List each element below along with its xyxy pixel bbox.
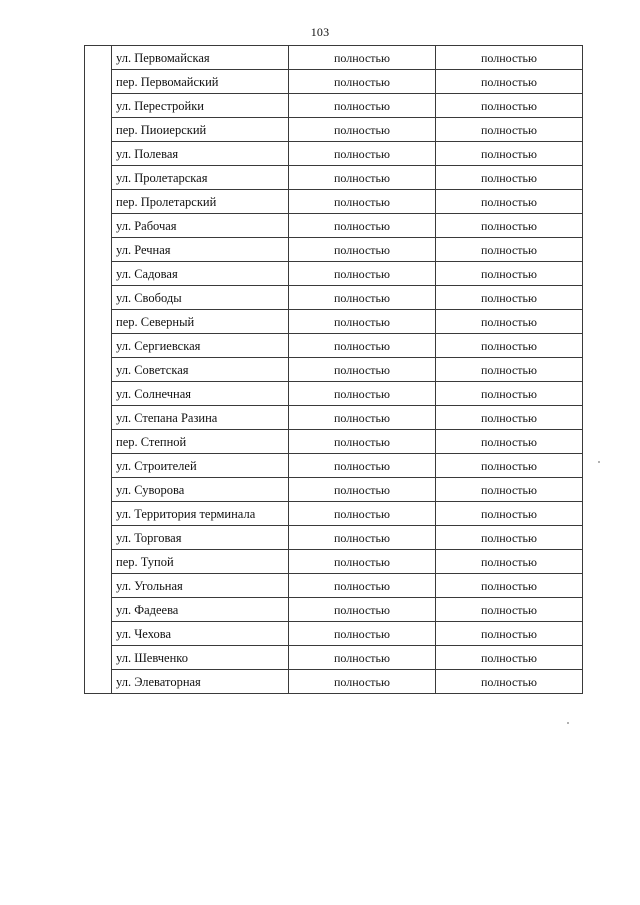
coverage-cell-b: полностью [436, 142, 583, 166]
coverage-cell-b: полностью [436, 502, 583, 526]
coverage-cell-a: полностью [289, 70, 436, 94]
coverage-cell-b: полностью [436, 646, 583, 670]
table-row [85, 94, 583, 118]
scan-speck [567, 722, 569, 724]
street-name-cell: пер. Степной [112, 430, 289, 454]
table-row [85, 550, 583, 574]
street-name-cell: пер. Пролетарский [112, 190, 289, 214]
table-row [85, 238, 583, 262]
coverage-cell-a: полностью [289, 382, 436, 406]
table-row [85, 286, 583, 310]
street-name-cell: ул. Речная [112, 238, 289, 262]
table-row [85, 646, 583, 670]
street-name-cell: ул. Солнечная [112, 382, 289, 406]
street-name-cell: ул. Территория терминала [112, 502, 289, 526]
coverage-cell-a: полностью [289, 526, 436, 550]
street-name-cell: ул. Степана Разина [112, 406, 289, 430]
street-name-cell: ул. Перестройки [112, 94, 289, 118]
coverage-cell-b: полностью [436, 214, 583, 238]
table-row [85, 670, 583, 694]
coverage-cell-b: полностью [436, 526, 583, 550]
coverage-cell-a: полностью [289, 190, 436, 214]
table-row [85, 262, 583, 286]
table-row [85, 46, 583, 70]
coverage-cell-a: полностью [289, 670, 436, 694]
table-row [85, 310, 583, 334]
coverage-cell-a: полностью [289, 214, 436, 238]
coverage-cell-a: полностью [289, 46, 436, 70]
street-name-cell: ул. Чехова [112, 622, 289, 646]
merged-left-cell [85, 46, 112, 694]
coverage-cell-a: полностью [289, 502, 436, 526]
street-name-cell: ул. Свободы [112, 286, 289, 310]
table-row [85, 334, 583, 358]
coverage-cell-b: полностью [436, 598, 583, 622]
table-row [85, 454, 583, 478]
table-row [85, 478, 583, 502]
table-row [85, 70, 583, 94]
street-name-cell: ул. Полевая [112, 142, 289, 166]
table-row [85, 382, 583, 406]
coverage-cell-b: полностью [436, 238, 583, 262]
coverage-cell-b: полностью [436, 190, 583, 214]
coverage-cell-b: полностью [436, 118, 583, 142]
coverage-cell-a: полностью [289, 454, 436, 478]
coverage-cell-b: полностью [436, 622, 583, 646]
coverage-cell-a: полностью [289, 142, 436, 166]
coverage-cell-a: полностью [289, 166, 436, 190]
table-row [85, 406, 583, 430]
coverage-cell-b: полностью [436, 670, 583, 694]
coverage-cell-a: полностью [289, 574, 436, 598]
streets-table [84, 45, 583, 694]
table-row [85, 166, 583, 190]
coverage-cell-a: полностью [289, 430, 436, 454]
coverage-cell-b: полностью [436, 550, 583, 574]
street-name-cell: ул. Рабочая [112, 214, 289, 238]
table-row [85, 214, 583, 238]
coverage-cell-b: полностью [436, 94, 583, 118]
coverage-cell-b: полностью [436, 406, 583, 430]
table-row [85, 598, 583, 622]
page-number: 103 [310, 25, 330, 39]
coverage-cell-a: полностью [289, 406, 436, 430]
table-row [85, 430, 583, 454]
scan-speck [598, 461, 600, 463]
coverage-cell-a: полностью [289, 262, 436, 286]
coverage-cell-b: полностью [436, 382, 583, 406]
coverage-cell-a: полностью [289, 286, 436, 310]
street-name-cell: ул. Шевченко [112, 646, 289, 670]
street-name-cell: пер. Первомайский [112, 70, 289, 94]
coverage-cell-a: полностью [289, 550, 436, 574]
table-row [85, 118, 583, 142]
street-name-cell: пер. Пиоиерский [112, 118, 289, 142]
table-row [85, 358, 583, 382]
coverage-cell-a: полностью [289, 622, 436, 646]
coverage-cell-b: полностью [436, 46, 583, 70]
coverage-cell-b: полностью [436, 70, 583, 94]
coverage-cell-a: полностью [289, 358, 436, 382]
coverage-cell-a: полностью [289, 94, 436, 118]
table-row [85, 142, 583, 166]
coverage-cell-a: полностью [289, 646, 436, 670]
coverage-cell-b: полностью [436, 478, 583, 502]
coverage-cell-b: полностью [436, 166, 583, 190]
table-row [85, 190, 583, 214]
table-row [85, 502, 583, 526]
coverage-cell-a: полностью [289, 238, 436, 262]
coverage-cell-b: полностью [436, 454, 583, 478]
coverage-cell-b: полностью [436, 430, 583, 454]
street-name-cell: ул. Угольная [112, 574, 289, 598]
street-name-cell: пер. Тупой [112, 550, 289, 574]
street-name-cell: ул. Элеваторная [112, 670, 289, 694]
street-name-cell: ул. Пролетарская [112, 166, 289, 190]
street-name-cell: ул. Сергиевская [112, 334, 289, 358]
coverage-cell-b: полностью [436, 334, 583, 358]
coverage-cell-a: полностью [289, 598, 436, 622]
street-name-cell: ул. Первомайская [112, 46, 289, 70]
street-name-cell: ул. Торговая [112, 526, 289, 550]
coverage-cell-a: полностью [289, 478, 436, 502]
coverage-cell-b: полностью [436, 310, 583, 334]
coverage-cell-b: полностью [436, 286, 583, 310]
street-name-cell: ул. Советская [112, 358, 289, 382]
coverage-cell-b: полностью [436, 574, 583, 598]
coverage-cell-a: полностью [289, 310, 436, 334]
table-body [85, 46, 583, 694]
street-name-cell: ул. Строителей [112, 454, 289, 478]
street-name-cell: ул. Суворова [112, 478, 289, 502]
coverage-cell-b: полностью [436, 262, 583, 286]
street-name-cell: пер. Северный [112, 310, 289, 334]
coverage-cell-b: полностью [436, 358, 583, 382]
coverage-cell-a: полностью [289, 334, 436, 358]
table-row [85, 574, 583, 598]
street-name-cell: ул. Садовая [112, 262, 289, 286]
coverage-cell-a: полностью [289, 118, 436, 142]
table-row [85, 622, 583, 646]
street-name-cell: ул. Фадеева [112, 598, 289, 622]
table-row [85, 526, 583, 550]
